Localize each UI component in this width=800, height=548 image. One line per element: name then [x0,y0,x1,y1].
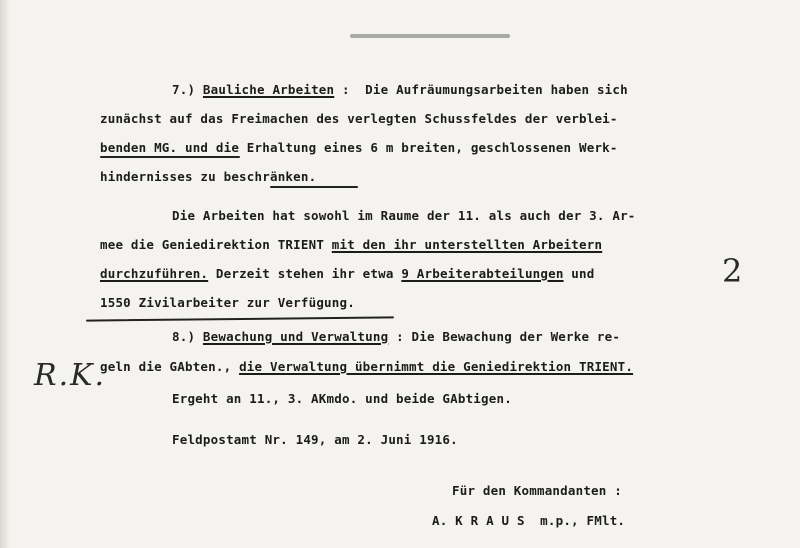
dateline: Feldpostamt Nr. 149, am 2. Juni 1916. [172,432,458,447]
section8-heading: Bewachung und Verwaltung [202,329,389,344]
section7-colon: : [334,82,350,97]
handwritten-number: 2 [722,252,743,290]
top-scan-smudge [350,34,510,38]
paragraph2-line3-c: 9 Arbeiterabteilungen [401,266,564,281]
paragraph2-line2-a: mee die Geniedirektion TRIENT [100,237,332,252]
section8-line2 [100,359,633,375]
section7-line1 [172,82,628,98]
page-edge-shadow [0,0,10,548]
distribution-line: Ergeht an 11., 3. AKmdo. und beide GAbtigen. [172,391,512,406]
section7-line3: benden MG. und die Erhaltung eines 6 m breiten, geschlossenen Werk- [100,140,618,155]
signature-line2: A. K R A U S m.p., FMlt. [432,513,626,528]
section7-line1-rest: Die Aufräumungsarbeiten haben sich [349,82,628,97]
section8-line1-rest: : Die Bewachung der Werke re- [388,329,621,344]
paragraph2-line2-b: mit den ihr unterstellten Arbeitern [331,237,603,252]
section8-line1 [172,329,620,345]
paragraph2-line3 [100,266,594,282]
section8-line2-b: die Verwaltung übernimmt die Geniedirektion TRIENT. [239,359,634,374]
paragraph2-line3-a: durchzuführen. [100,266,209,281]
signature-line1: Für den Kommandanten : [452,483,622,498]
ink-underline-beschraenken [270,186,358,188]
section8-number: 8.) [172,329,196,344]
section7-heading: Bauliche Arbeiten [202,82,335,97]
section7-line2: zunächst auf das Freimachen des verlegten Schussfeldes der verblei- [100,111,618,126]
paragraph2-line1: Die Arbeiten hat sowohl im Raume der 11. als auch der 3. Ar- [172,208,636,223]
paragraph2-line2 [100,237,602,253]
ink-underline-mg [100,156,240,158]
paragraph2-line3-b: Derzeit stehen ihr etwa [208,266,402,281]
ink-underline-zivilarbeiter [86,316,394,321]
paragraph2-line3-d: und [563,266,595,281]
section7-line4: hindernisses zu beschränken. [100,169,317,184]
handwritten-initials: R.K. [34,358,107,393]
paragraph2-line4: 1550 Zivilarbeiter zur Verfügung. [100,295,355,310]
section8-line2-a: geln die GAbten., [100,359,240,374]
section7-number: 7.) [172,82,196,97]
